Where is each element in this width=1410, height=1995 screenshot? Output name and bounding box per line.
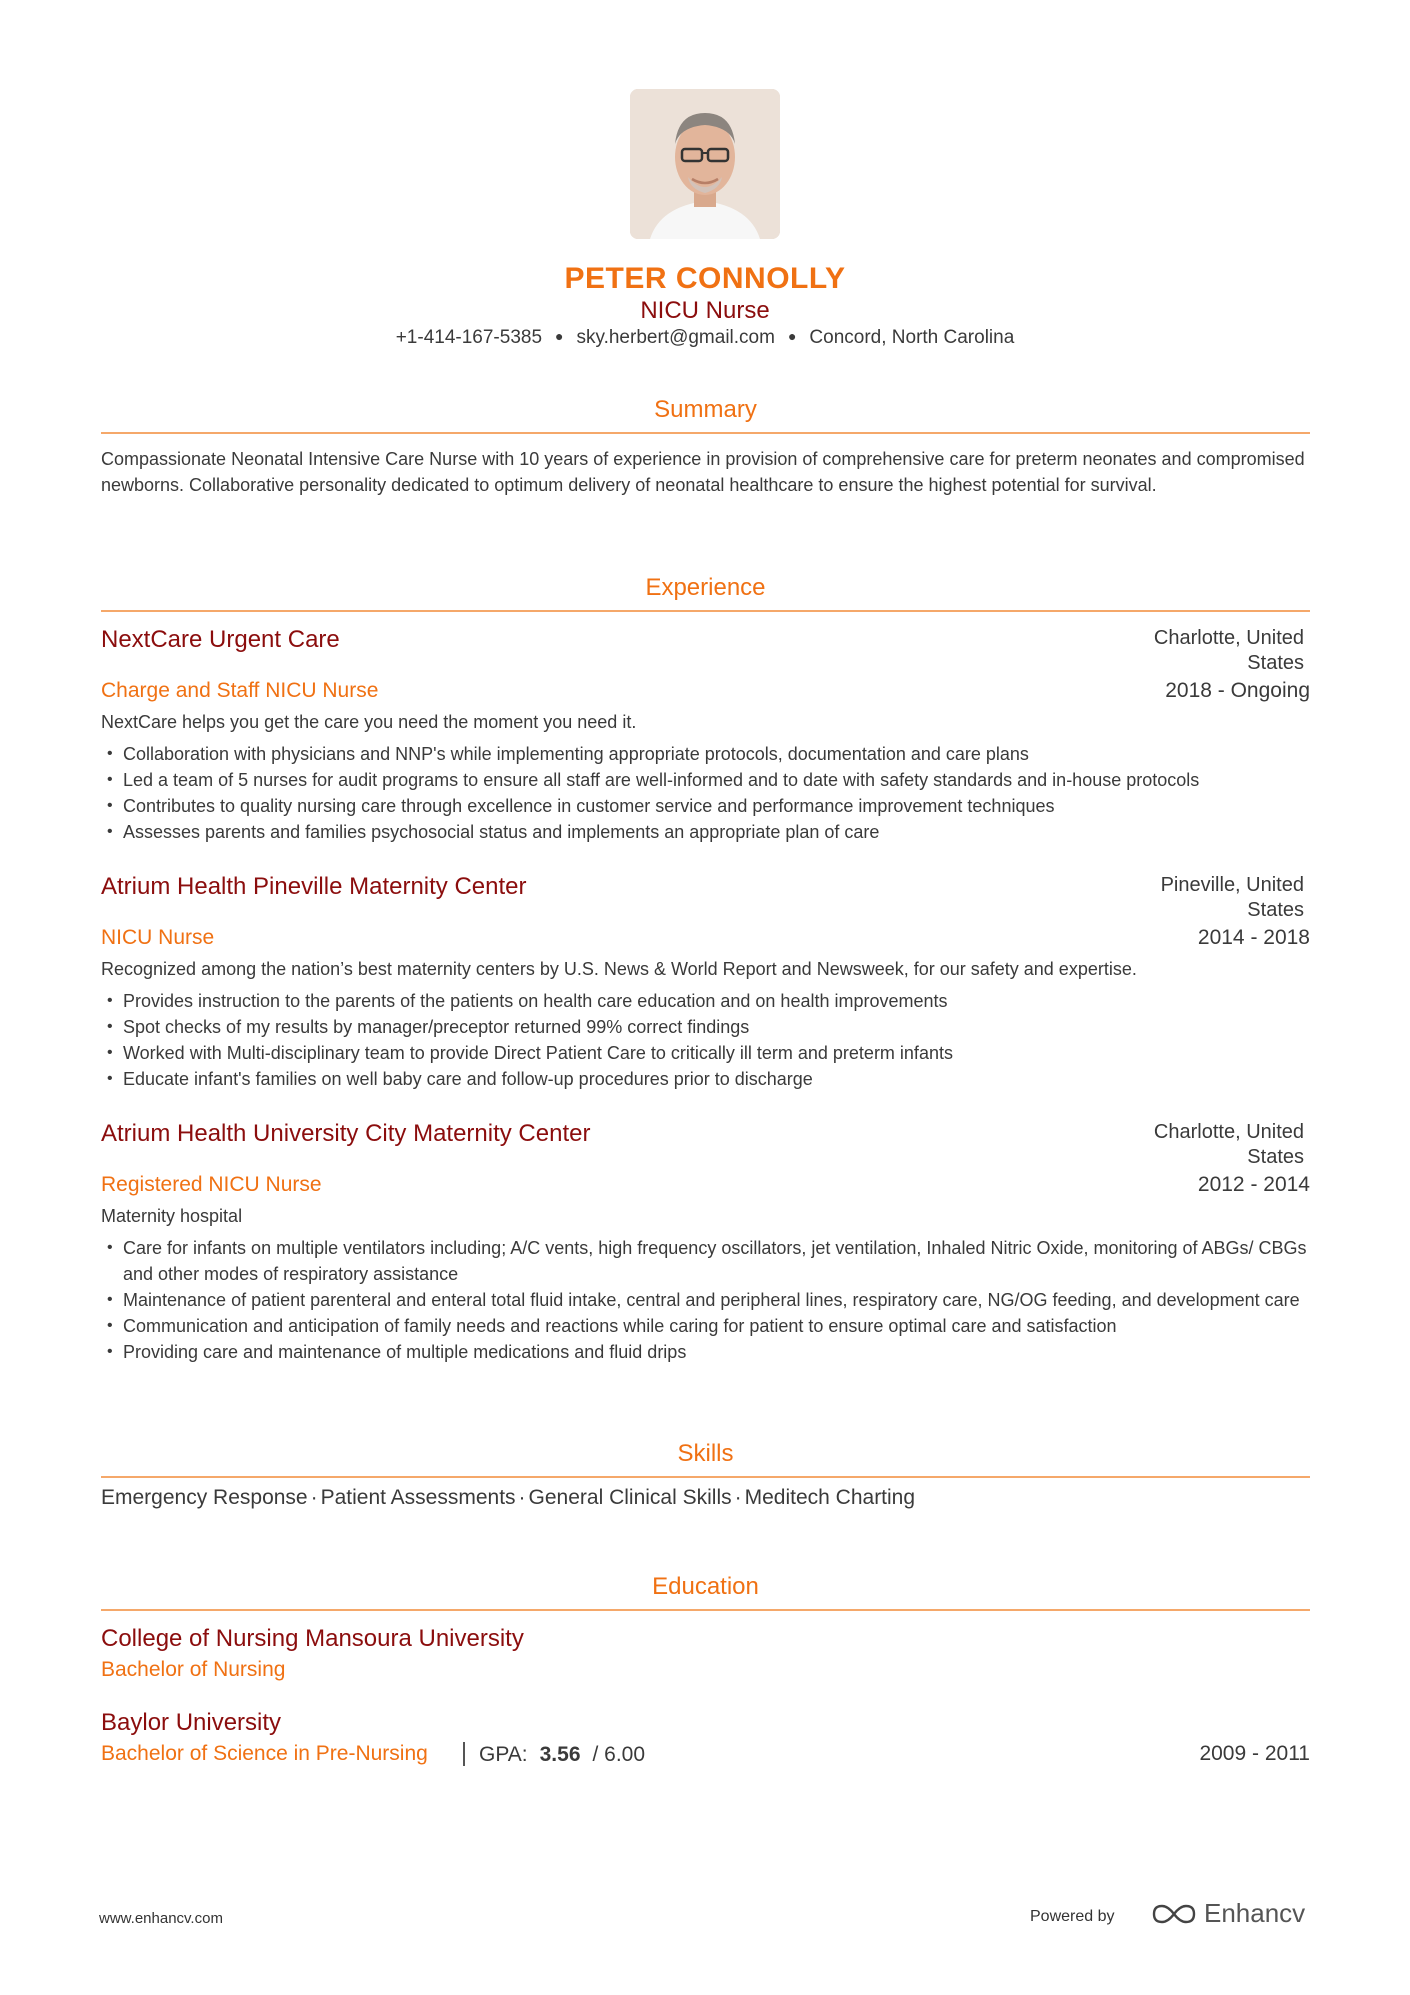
company-name: Atrium Health Pineville Maternity Center: [101, 873, 527, 900]
job-role: NICU Nurse: [101, 926, 215, 949]
gpa-divider: [463, 1742, 465, 1766]
bullet-item: • Worked with Multi-disciplinary team to provide Direct Patient Care to critically ill term and preterm infants: [101, 1040, 1310, 1066]
skill-separator: ·: [734, 1486, 742, 1509]
skills-heading: Skills: [677, 1440, 734, 1467]
section-divider: [101, 610, 1310, 612]
bullet-item: • Collaboration with physicians and NNP's while implementing appropriate protocols, documentation and care plans: [101, 741, 1310, 767]
email-text: sky.herbert@gmail.com: [576, 327, 775, 348]
job-role: Registered NICU Nurse: [101, 1173, 322, 1196]
skill-separator: ·: [310, 1486, 318, 1509]
school-name: Baylor University: [101, 1709, 282, 1736]
profile-photo: [630, 89, 780, 239]
bullet-item: • Communication and anticipation of family needs and reactions while caring for patient to ensure optimal care and satisfaction: [101, 1313, 1310, 1339]
company-description: Maternity hospital: [101, 1206, 243, 1226]
skill-item: Patient Assessments: [320, 1486, 516, 1509]
job-location: Charlotte, United States: [1153, 1121, 1304, 1168]
location-text: Concord, North Carolina: [809, 327, 1015, 348]
candidate-name: PETER CONNOLLY: [564, 262, 846, 295]
company-name: Atrium Health University City Maternity Center: [101, 1120, 591, 1147]
skill-separator: ·: [518, 1486, 526, 1509]
skill-item: Meditech Charting: [744, 1486, 916, 1509]
section-divider: [101, 1476, 1310, 1478]
bullet-item: • Providing care and maintenance of multiple medications and fluid drips: [101, 1339, 1310, 1365]
bullet-item: • Educate infant's families on well baby care and follow-up procedures prior to discharge: [101, 1066, 1310, 1092]
bullet-item: • Spot checks of my results by manager/preceptor returned 99% correct findings: [101, 1014, 1310, 1040]
powered-by-text: Powered by: [1030, 1908, 1115, 1925]
company-name: NextCare Urgent Care: [101, 626, 340, 653]
separator-dot: ●: [555, 328, 564, 344]
gpa-label: GPA:: [479, 1743, 528, 1766]
skill-item: General Clinical Skills: [528, 1486, 732, 1509]
contact-line: [0, 327, 1410, 349]
section-divider: [101, 432, 1310, 434]
bullet-item: • Provides instruction to the parents of the patients on health care education and on health improvements: [101, 988, 1310, 1014]
section-divider: [101, 1609, 1310, 1611]
portrait-image: [630, 89, 780, 239]
school-name: College of Nursing Mansoura University: [101, 1625, 524, 1652]
company-description: Recognized among the nation’s best maternity centers by U.S. News & World Report and Newsweek, for our safety and expertise.: [101, 959, 1137, 979]
enhancv-logo-icon: [1150, 1902, 1198, 1926]
job-dates: 2012 - 2014: [1197, 1173, 1310, 1196]
summary-heading: Summary: [654, 396, 757, 423]
phone-text: +1-414-167-5385: [395, 327, 543, 348]
job-role: Charge and Staff NICU Nurse: [101, 679, 379, 702]
gpa-value: 3.56: [539, 1743, 581, 1766]
job-bullets: [101, 1235, 1310, 1365]
job-dates: 2014 - 2018: [1197, 926, 1310, 949]
job-location: Pineville, United States: [1160, 874, 1304, 921]
summary-text: Compassionate Neonatal Intensive Care Nurse with 10 years of experience in provision of comprehensive care for preterm neonates and compromised newborns. Collaborative personality dedicated to optimum delivery of neonatal healthcare to ensure the highest potential for survival.: [101, 449, 1305, 495]
brand-name: Enhancv: [1204, 1898, 1306, 1928]
bullet-item: • Care for infants on multiple ventilators including; A/C vents, high frequency oscillators, jet ventilation, Inhaled Nitric Oxide, monitoring of ABGs/ CBGs and other modes of respiratory assistance: [101, 1235, 1310, 1287]
job-dates: 2018 - Ongoing: [1165, 679, 1310, 702]
bullet-item: • Led a team of 5 nurses for audit programs to ensure all staff are well-informed and to date with safety standards and in-house protocols: [101, 767, 1310, 793]
footer-url[interactable]: www.enhancv.com: [99, 1910, 223, 1927]
skills-list: [101, 1486, 915, 1510]
skill-item: Emergency Response: [101, 1486, 308, 1509]
bullet-item: • Assesses parents and families psychosocial status and implements an appropriate plan of care: [101, 819, 1310, 845]
degree-name: Bachelor of Science in Pre-Nursing: [101, 1742, 428, 1765]
education-dates: 2009 - 2011: [1199, 1742, 1310, 1765]
separator-dot: ●: [787, 328, 797, 344]
company-description: NextCare helps you get the care you need the moment you need it.: [101, 712, 637, 732]
degree-name: Bachelor of Nursing: [101, 1658, 286, 1681]
enhancv-logo[interactable]: [1150, 1898, 1305, 1929]
experience-heading: Experience: [645, 574, 766, 601]
gpa-block: [463, 1742, 645, 1767]
bullet-item: • Maintenance of patient parenteral and enteral total fluid intake, central and peripheral lines, respiratory care, NG/OG feeding, and development care: [101, 1287, 1310, 1313]
education-heading: Education: [652, 1573, 759, 1600]
job-bullets: [101, 741, 1310, 845]
gpa-max: / 6.00: [592, 1743, 646, 1766]
candidate-title: NICU Nurse: [640, 297, 770, 324]
bullet-item: • Contributes to quality nursing care through excellence in customer service and performance improvement techniques: [101, 793, 1310, 819]
job-location: Charlotte, United States: [1153, 627, 1304, 674]
job-bullets: [101, 988, 1310, 1092]
